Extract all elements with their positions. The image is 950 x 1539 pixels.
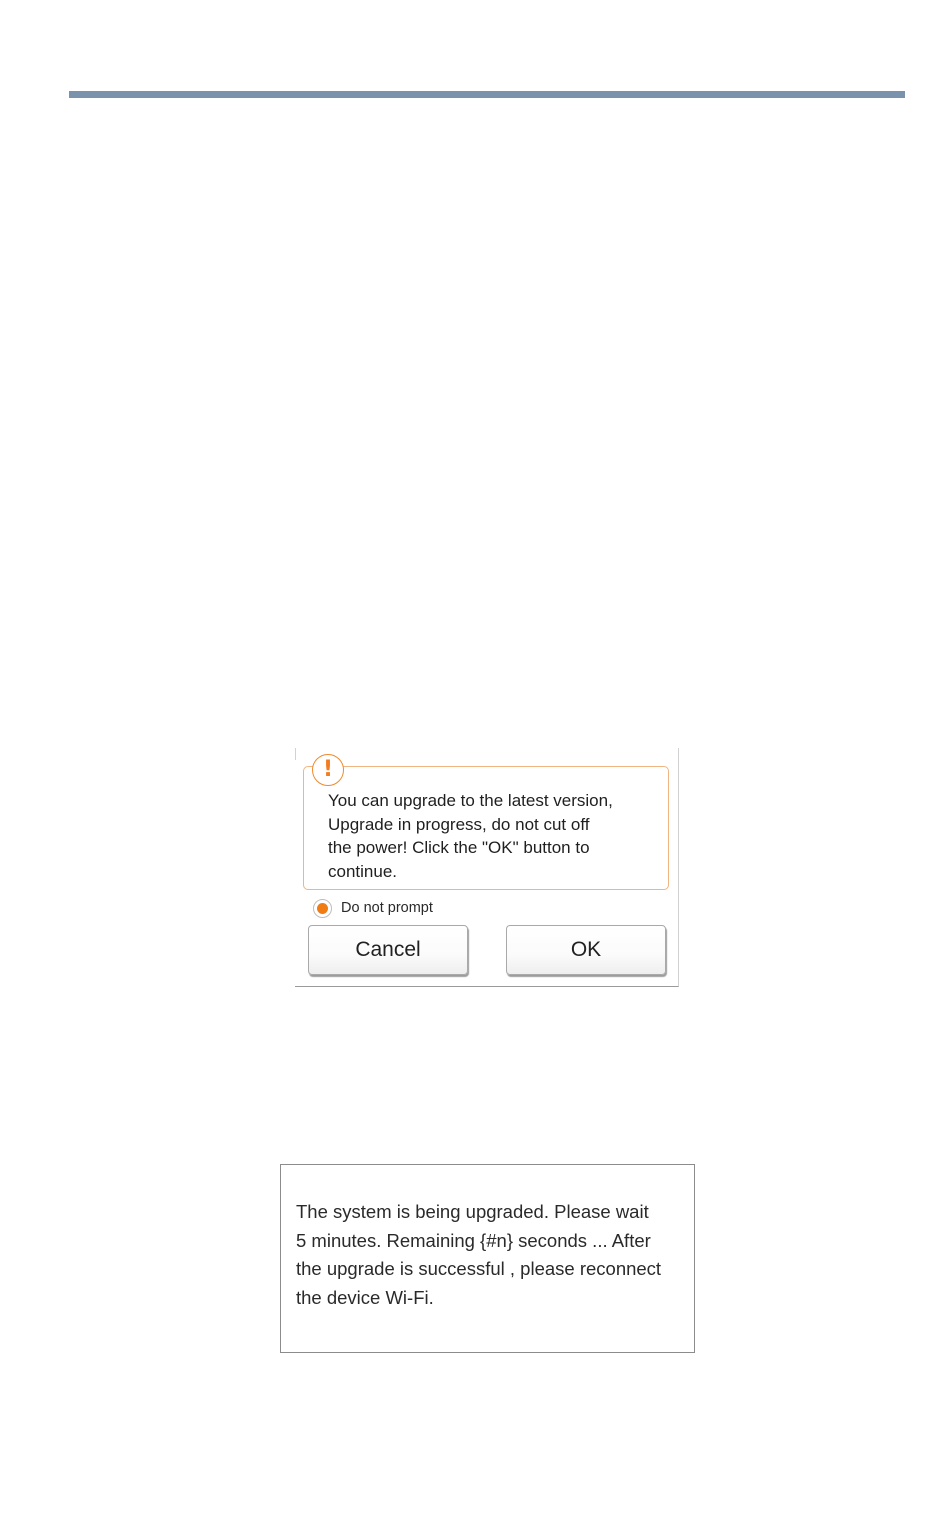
cancel-button[interactable]: Cancel	[308, 925, 468, 975]
radio-selected-dot	[317, 903, 328, 914]
upgrade-prompt-dialog	[295, 748, 679, 987]
ok-button[interactable]: OK	[506, 925, 666, 975]
do-not-prompt-label[interactable]: Do not prompt	[341, 900, 433, 916]
do-not-prompt-option[interactable]	[313, 897, 433, 919]
message-line: continue.	[328, 861, 397, 881]
status-line: The system is being upgraded. Please wait	[296, 1201, 649, 1222]
status-line: the upgrade is successful , please reconnect	[296, 1258, 662, 1279]
radio-button-icon[interactable]	[313, 899, 332, 918]
message-line: the power! Click the "OK" button to	[328, 838, 590, 858]
upgrade-status-message	[296, 1198, 686, 1312]
status-line: the device Wi-Fi.	[296, 1286, 434, 1308]
message-line: You can upgrade to the latest version,	[328, 791, 613, 810]
status-line: 5 minutes. Remaining {#n} seconds ... After	[296, 1229, 651, 1251]
exclamation-icon: !	[312, 754, 344, 786]
upgrade-message	[328, 789, 658, 883]
top-rule	[69, 91, 905, 98]
upgrade-status-dialog	[280, 1164, 695, 1353]
message-line: Upgrade in progress, do not cut off	[328, 814, 590, 834]
